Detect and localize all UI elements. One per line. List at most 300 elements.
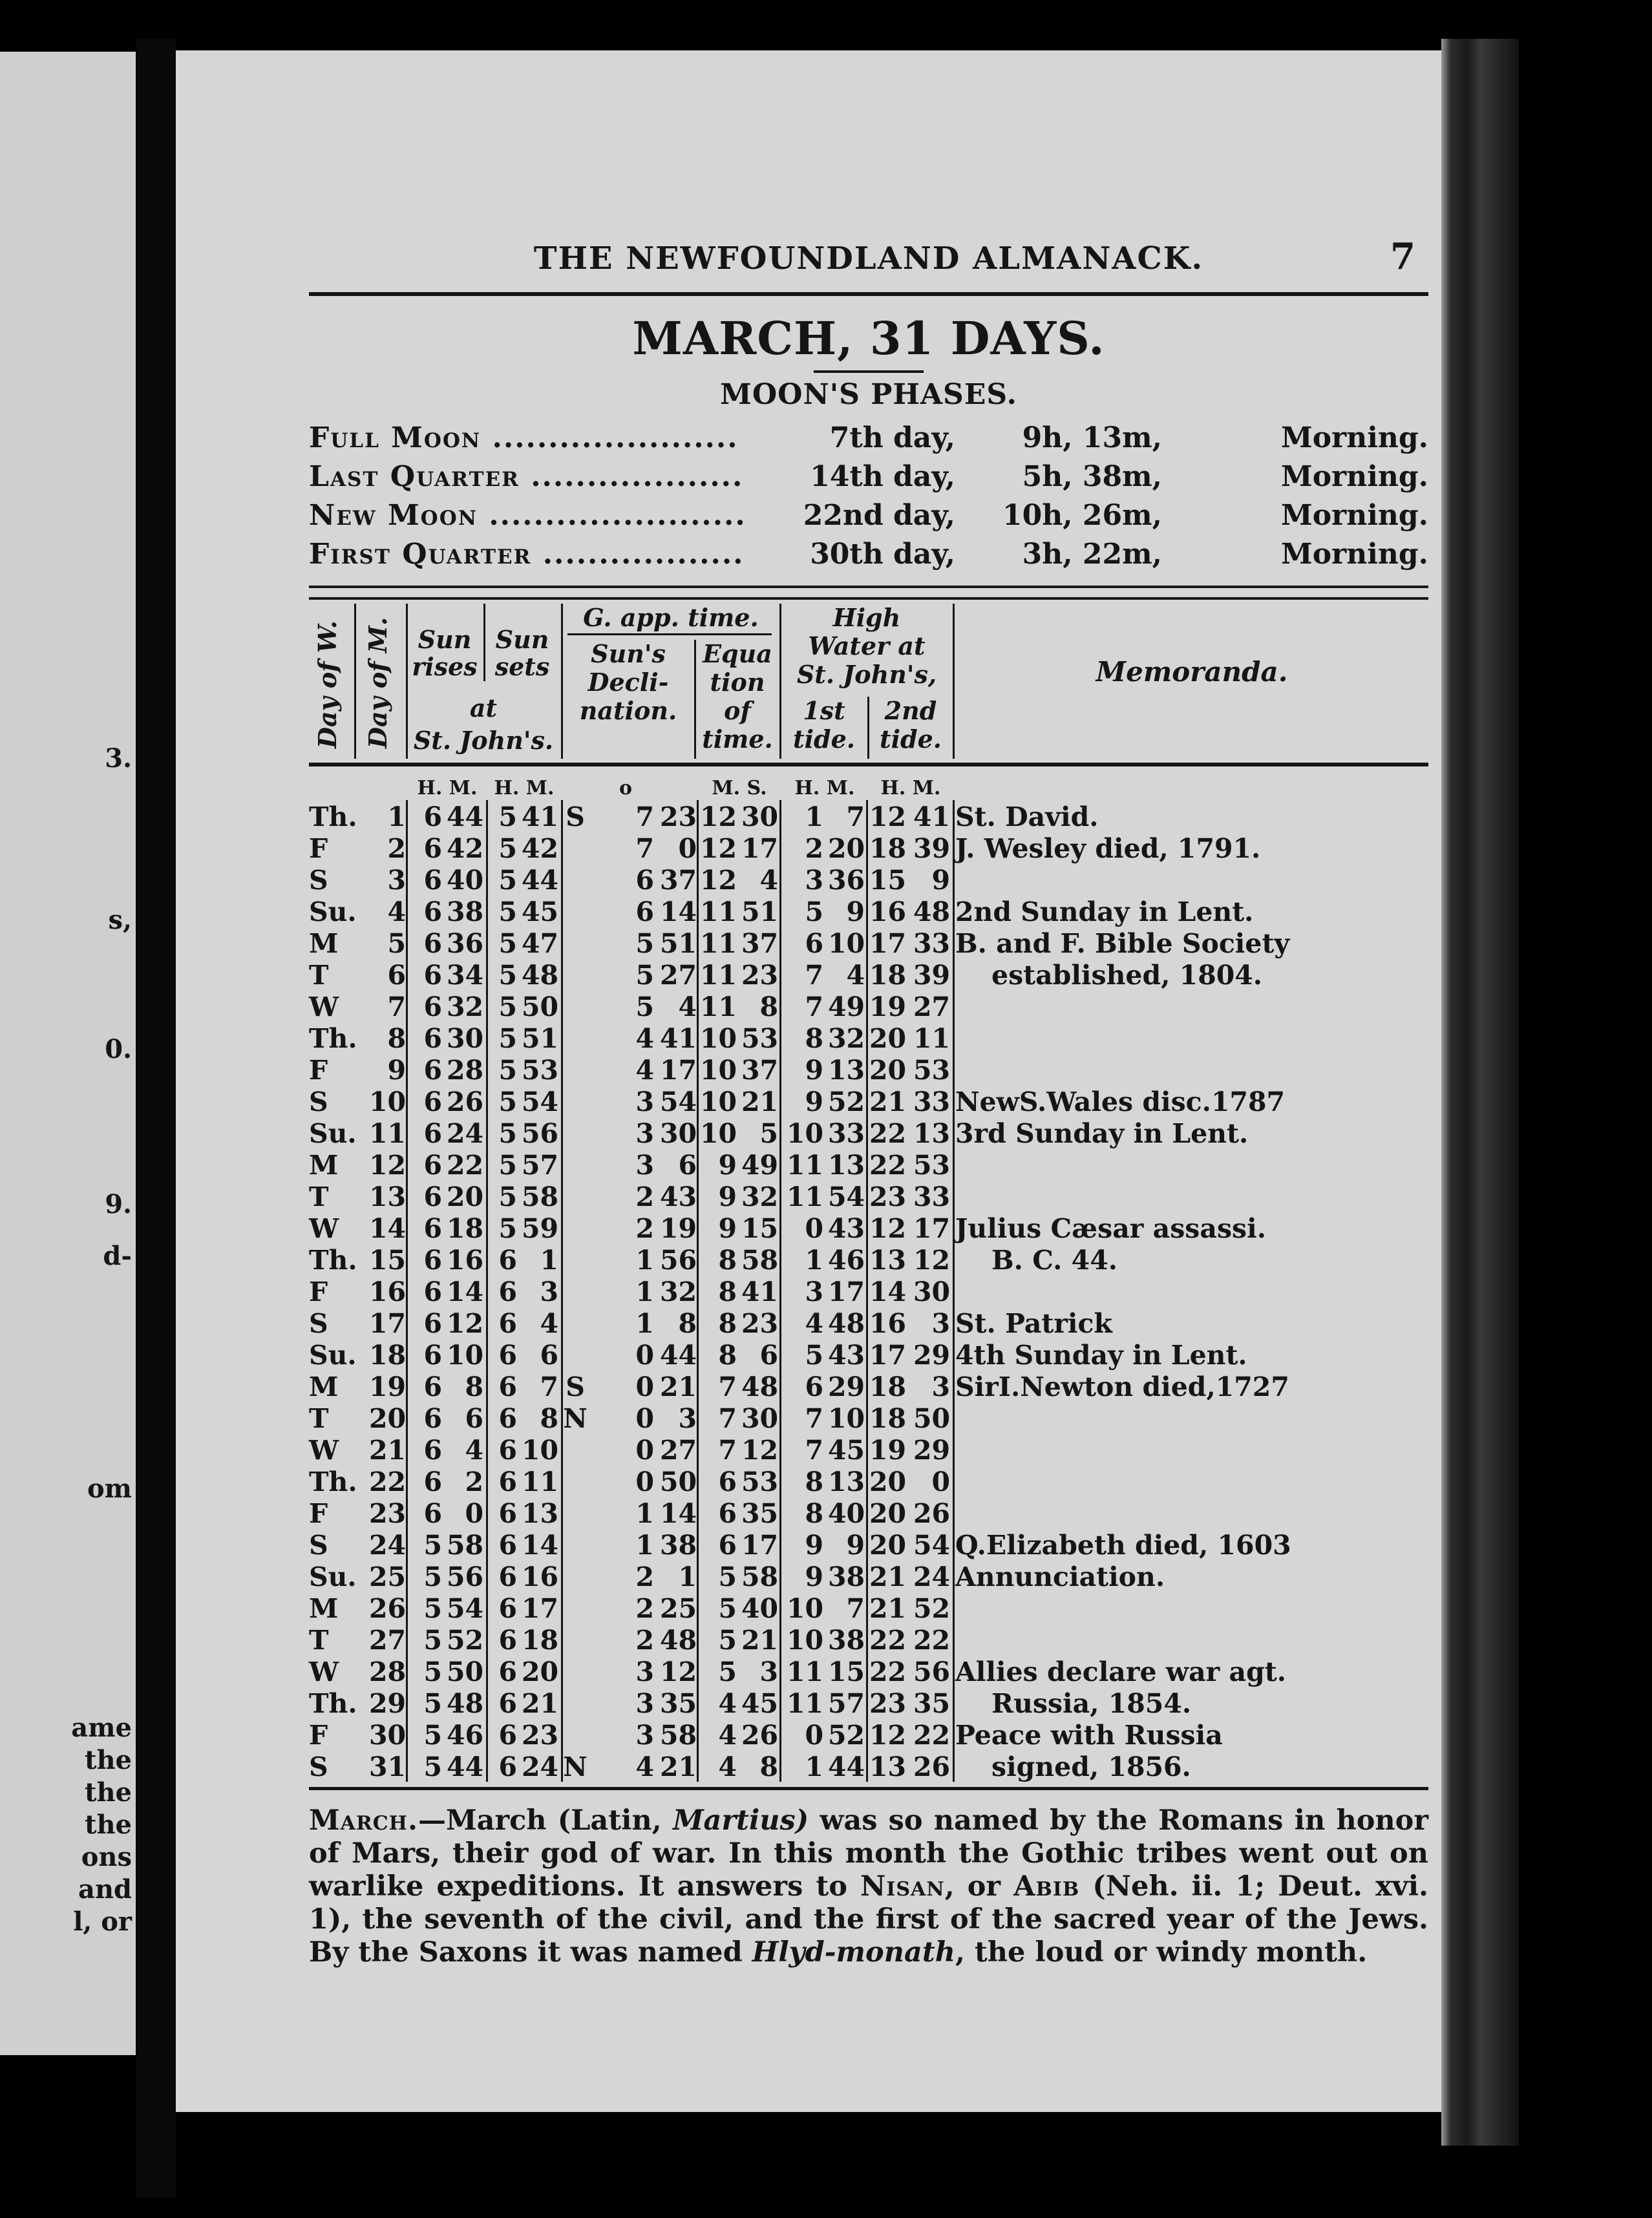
high-water-header-1: High	[832, 603, 901, 632]
declination-degrees: 2	[635, 1593, 654, 1624]
second-tide-minute: 30	[913, 1276, 950, 1307]
equation-seconds: 4	[759, 865, 778, 896]
sunset-hour: 6	[498, 1561, 517, 1592]
first-tide-minute: 10	[827, 1403, 865, 1434]
table-row	[309, 958, 1428, 990]
equation-seconds: 37	[741, 928, 778, 959]
memorandum: 3rd Sunday in Lent.	[955, 1118, 1249, 1149]
declination-minutes: 27	[659, 1435, 697, 1466]
equation-minutes: 6	[718, 1530, 737, 1561]
table-row	[309, 1022, 1428, 1053]
declination-minutes: 30	[659, 1118, 697, 1149]
second-tide-minute: 53	[913, 1055, 950, 1086]
second-tide-minute: 39	[913, 960, 950, 991]
previous-page-fragment: om	[87, 1473, 132, 1504]
day-of-week: Su.	[309, 1561, 357, 1592]
high-water-header-2: Water at	[808, 631, 926, 660]
sunrise-hour: 5	[423, 1720, 442, 1751]
running-head	[309, 231, 1428, 290]
table-bottom-rule	[309, 1787, 1428, 1790]
second-tide-hour: 17	[869, 928, 906, 959]
running-title: THE NEWFOUNDLAND ALMANACK.	[533, 240, 1204, 277]
first-tide-hour: 9	[805, 1561, 823, 1592]
day-of-week: Th.	[309, 1023, 357, 1054]
second-tide-hour: 18	[869, 960, 906, 991]
equation-minutes: 10	[699, 1023, 737, 1054]
first-tide-minute: 17	[827, 1276, 865, 1307]
sunset-hour: 5	[498, 1150, 517, 1181]
day-of-month: 22	[368, 1466, 406, 1497]
second-tide-hour: 22	[869, 1118, 906, 1149]
day-of-week: T	[309, 960, 329, 991]
sunrise-minute: 2	[465, 1466, 483, 1497]
sunrise-hour: 6	[423, 1371, 442, 1402]
sunrise-hour: 6	[423, 1181, 442, 1212]
sunset-minute: 57	[521, 1150, 558, 1181]
sunrise-hour: 6	[423, 1118, 442, 1149]
table-body	[309, 800, 1428, 1782]
declination-degrees: 0	[635, 1403, 654, 1434]
sunset-hour: 5	[498, 1086, 517, 1117]
day-of-week: M	[309, 1150, 339, 1181]
sunset-hour: 5	[498, 1023, 517, 1054]
table-row	[309, 1497, 1428, 1528]
first-tide-minute: 38	[827, 1561, 865, 1592]
equation-seconds: 12	[741, 1435, 778, 1466]
sunrise-minute: 44	[446, 1751, 483, 1782]
declination-degrees: 0	[635, 1466, 654, 1497]
sunset-minute: 21	[521, 1688, 558, 1719]
day-of-month: 31	[368, 1751, 406, 1782]
first-tide-minute: 13	[827, 1466, 865, 1497]
equation-minutes: 4	[718, 1688, 737, 1719]
day-of-month: 19	[368, 1371, 406, 1402]
day-of-week: M	[309, 928, 339, 959]
memorandum: NewS.Wales disc.1787	[955, 1086, 1286, 1117]
book-gutter	[136, 39, 176, 2197]
sunset-hour: 6	[498, 1720, 517, 1751]
second-tide-minute: 3	[931, 1371, 950, 1402]
second-tide-minute: 9	[931, 865, 950, 896]
second-tide-minute: 22	[913, 1720, 950, 1751]
table-row	[309, 1370, 1428, 1402]
equation-minutes: 10	[699, 1055, 737, 1086]
sunrise-minute: 46	[446, 1720, 483, 1751]
equation-minutes: 10	[699, 1086, 737, 1117]
first-tide-minute: 38	[827, 1625, 865, 1656]
second-tide-minute: 13	[913, 1118, 950, 1149]
sunset-hour: 5	[498, 833, 517, 864]
day-of-month: 30	[368, 1720, 406, 1751]
declination-minutes: 12	[659, 1656, 697, 1687]
first-tide-hour: 3	[805, 865, 823, 896]
sunset-minute: 4	[540, 1308, 558, 1339]
previous-page-fragment: and	[78, 1874, 132, 1905]
table-row	[309, 1085, 1428, 1117]
declination-units: o	[619, 777, 632, 799]
first-tide-hour: 7	[805, 1435, 823, 1466]
moon-phase-row	[309, 538, 1428, 576]
sunset-hour: 6	[498, 1340, 517, 1371]
day-of-week: Th.	[309, 1466, 357, 1497]
day-of-month: 23	[368, 1498, 406, 1529]
day-of-week: F	[309, 1276, 328, 1307]
table-row	[309, 1718, 1428, 1750]
first-tide-minute: 44	[827, 1751, 865, 1782]
sunset-minute: 13	[521, 1498, 558, 1529]
leader-dots: .......................	[478, 499, 747, 532]
table-row	[309, 1275, 1428, 1307]
equation-seconds: 45	[741, 1688, 778, 1719]
second-tide-minute: 33	[913, 1086, 950, 1117]
equation-seconds: 8	[759, 991, 778, 1022]
previous-page-fragment: ons	[81, 1842, 132, 1872]
note-text: , or	[944, 1870, 1014, 1903]
sunset-minute: 6	[540, 1340, 558, 1371]
second-tide-hour: 12	[869, 1213, 906, 1244]
second-tide-minute: 54	[913, 1530, 950, 1561]
rise-units: H. M.	[417, 777, 478, 799]
day-of-week: F	[309, 1055, 328, 1086]
first-tide-minute: 45	[827, 1435, 865, 1466]
day-of-month: 15	[368, 1245, 406, 1276]
sunset-minute: 41	[521, 801, 558, 832]
table-row	[309, 1560, 1428, 1592]
equation-minutes: 8	[718, 1308, 737, 1339]
equation-seconds: 58	[741, 1561, 778, 1592]
moon-phase-row	[309, 460, 1428, 499]
declination-minutes: 21	[659, 1751, 697, 1782]
memorandum: Annunciation.	[955, 1561, 1165, 1592]
second-tide-hour: 20	[869, 1498, 906, 1529]
declination-degrees: 4	[635, 1751, 654, 1782]
col-divider	[354, 604, 356, 759]
head-rule	[309, 292, 1428, 296]
moon-phase-time: 10h, 26m,	[1002, 499, 1162, 532]
moon-phase-period: Morning.	[1280, 421, 1428, 454]
sunrise-minute: 52	[446, 1625, 483, 1656]
first-tide-hour: 10	[786, 1118, 823, 1149]
second-tide-hour: 19	[869, 991, 906, 1022]
day-of-week: W	[309, 1656, 339, 1687]
equation-seconds: 23	[741, 1308, 778, 1339]
sunset-hour: 6	[498, 1625, 517, 1656]
declination-minutes: 43	[659, 1181, 697, 1212]
declination-minutes: 54	[659, 1086, 697, 1117]
first-tide-minute: 10	[827, 928, 865, 959]
sunset-minute: 53	[521, 1055, 558, 1086]
equation-minutes: 6	[718, 1498, 737, 1529]
sunset-minute: 48	[521, 960, 558, 991]
equation-minutes: 5	[718, 1656, 737, 1687]
previous-page-fragment: d-	[103, 1241, 132, 1271]
day-of-week: W	[309, 991, 339, 1022]
equation-seconds: 58	[741, 1245, 778, 1276]
equation-seconds: 21	[741, 1625, 778, 1656]
second-tide-minute: 52	[913, 1593, 950, 1624]
sunrise-hour: 6	[423, 991, 442, 1022]
first-tide-minute: 54	[827, 1181, 865, 1212]
first-tide-hour: 3	[805, 1276, 823, 1307]
declination-degrees: 3	[635, 1688, 654, 1719]
first-tide-hour: 4	[805, 1308, 823, 1339]
second-tide-hour: 22	[869, 1656, 906, 1687]
second-tide-hour: 13	[869, 1245, 906, 1276]
first-tide-hour: 8	[805, 1498, 823, 1529]
table-row	[309, 1117, 1428, 1148]
sunset-minute: 7	[540, 1371, 558, 1402]
at-header: at	[469, 693, 498, 723]
day-of-week: M	[309, 1371, 339, 1402]
declination-minutes: 37	[659, 865, 697, 896]
declination-minutes: 51	[659, 928, 697, 959]
declination-degrees: 1	[635, 1498, 654, 1529]
memorandum: SirI.Newton died,1727	[955, 1371, 1289, 1402]
memoranda-header: Memoranda.	[1096, 656, 1288, 688]
second-tide-hour: 12	[869, 801, 906, 832]
day-of-week: M	[309, 1593, 339, 1624]
sunrise-hour: 5	[423, 1656, 442, 1687]
sunrise-hour: 6	[423, 928, 442, 959]
equation-seconds: 6	[759, 1340, 778, 1371]
moon-phase-row	[309, 499, 1428, 538]
page-number: 7	[1390, 235, 1415, 278]
declination-degrees: 1	[635, 1245, 654, 1276]
previous-page-fragment: ame	[71, 1713, 132, 1743]
sunset-minute: 10	[521, 1435, 558, 1466]
second-tide-hour: 20	[869, 1055, 906, 1086]
second-tide-hour: 19	[869, 1435, 906, 1466]
sunset-hour: 6	[498, 1435, 517, 1466]
table-row	[309, 1465, 1428, 1497]
declination-degrees: 7	[635, 833, 654, 864]
declination-minutes: 17	[659, 1055, 697, 1086]
memorandum: 2nd Sunday in Lent.	[955, 896, 1254, 927]
day-of-month: 26	[368, 1593, 406, 1624]
table-row	[309, 1687, 1428, 1718]
declination-degrees: 3	[635, 1656, 654, 1687]
sun-rises-header-2: rises	[412, 652, 478, 681]
first-tide-hour: 0	[805, 1720, 823, 1751]
equation-minutes: 11	[699, 960, 737, 991]
previous-page-fragment: the	[84, 1745, 132, 1775]
second-tide-minute: 56	[913, 1656, 950, 1687]
table-row	[309, 832, 1428, 863]
second-tide-minute: 22	[913, 1625, 950, 1656]
equation-seconds: 30	[741, 1403, 778, 1434]
equation-header-4: time.	[702, 724, 773, 754]
sunrise-minute: 28	[446, 1055, 483, 1086]
first-tide-minute: 29	[827, 1371, 865, 1402]
second-tide-units: H. M.	[880, 777, 941, 799]
equation-seconds: 49	[741, 1150, 778, 1181]
first-tide-hour: 6	[805, 928, 823, 959]
moon-phase-label: New Moon	[309, 499, 478, 532]
memorandum: St. David.	[955, 801, 1099, 832]
day-of-month: 7	[387, 991, 406, 1022]
table-row	[309, 1433, 1428, 1465]
moon-phase-day: 14th day,	[810, 460, 955, 493]
previous-page-fragment: 0.	[105, 1034, 132, 1064]
moon-phase-time: 9h, 13m,	[1022, 421, 1162, 454]
day-of-week: F	[309, 833, 328, 864]
second-tide-minute: 50	[913, 1403, 950, 1434]
declination-degrees: 1	[635, 1276, 654, 1307]
equation-seconds: 40	[741, 1593, 778, 1624]
day-of-month: 14	[368, 1213, 406, 1244]
day-of-month: 28	[368, 1656, 406, 1687]
sunrise-minute: 22	[446, 1150, 483, 1181]
note-text: —March (Latin,	[418, 1804, 673, 1837]
first-tide-hour: 8	[805, 1466, 823, 1497]
second-tide-hour: 22	[869, 1150, 906, 1181]
equation-minutes: 7	[718, 1371, 737, 1402]
first-tide-hour: 11	[786, 1656, 823, 1687]
day-of-week: S	[309, 1530, 328, 1561]
first-tide-minute: 7	[846, 801, 865, 832]
note-small-caps: Nisan	[860, 1870, 945, 1903]
table-row	[309, 895, 1428, 927]
sunrise-hour: 6	[423, 865, 442, 896]
declination-degrees: 3	[635, 1086, 654, 1117]
declination-degrees: 7	[635, 801, 654, 832]
sunrise-minute: 54	[446, 1593, 483, 1624]
first-tide-hour: 9	[805, 1530, 823, 1561]
memorandum: Q.Elizabeth died, 1603	[955, 1530, 1291, 1561]
second-tide-header-2: tide.	[880, 724, 942, 754]
first-tide-minute: 57	[827, 1688, 865, 1719]
equation-units: M. S.	[712, 777, 767, 799]
day-of-week: T	[309, 1403, 329, 1434]
declination-degrees: 3	[635, 1118, 654, 1149]
declination-minutes: 4	[678, 991, 697, 1022]
day-of-month: 8	[387, 1023, 406, 1054]
memorandum: Russia, 1854.	[991, 1688, 1192, 1719]
sunset-minute: 58	[521, 1181, 558, 1212]
first-tide-minute: 13	[827, 1150, 865, 1181]
declination-degrees: 5	[635, 960, 654, 991]
second-tide-minute: 35	[913, 1688, 950, 1719]
declination-direction: S	[566, 1371, 585, 1402]
sunset-minute: 17	[521, 1593, 558, 1624]
equation-seconds: 8	[759, 1751, 778, 1782]
second-tide-minute: 26	[913, 1498, 950, 1529]
equation-minutes: 9	[718, 1150, 737, 1181]
sunset-hour: 6	[498, 1688, 517, 1719]
moon-phase-name	[309, 460, 800, 493]
declination-minutes: 19	[659, 1213, 697, 1244]
second-tide-hour: 12	[869, 1720, 906, 1751]
previous-page-edge	[0, 52, 136, 2055]
day-of-week: F	[309, 1498, 328, 1529]
moon-phase-period: Morning.	[1280, 538, 1428, 571]
equation-minutes: 12	[699, 833, 737, 864]
sunrise-hour: 6	[423, 1403, 442, 1434]
sunrise-minute: 10	[446, 1340, 483, 1371]
calendar-table	[309, 600, 1428, 1782]
sunset-minute: 42	[521, 833, 558, 864]
equation-seconds: 30	[741, 801, 778, 832]
sunrise-minute: 14	[446, 1276, 483, 1307]
sunset-minute: 44	[521, 865, 558, 896]
second-tide-minute: 33	[913, 928, 950, 959]
table-row	[309, 927, 1428, 958]
sunrise-minute: 58	[446, 1530, 483, 1561]
second-tide-minute: 11	[913, 1023, 950, 1054]
declination-direction: N	[563, 1751, 588, 1782]
second-tide-minute: 26	[913, 1751, 950, 1782]
declination-minutes: 41	[659, 1023, 697, 1054]
sunrise-hour: 6	[423, 1340, 442, 1371]
note-text: was so named by the Romans in honor of Mars, their god of war. In this month the Gothic tribes went out on warlike expeditions. It answers to	[309, 1804, 1428, 1903]
sunset-minute: 8	[540, 1403, 558, 1434]
moon-phase-label: Last Quarter	[309, 460, 520, 493]
first-tide-hour: 7	[805, 991, 823, 1022]
moon-phase-time: 5h, 38m,	[1022, 460, 1162, 493]
equation-minutes: 9	[718, 1213, 737, 1244]
first-tide-minute: 9	[846, 896, 865, 927]
declination-direction: N	[563, 1403, 588, 1434]
day-of-week: Th.	[309, 801, 357, 832]
sunrise-hour: 6	[423, 1435, 442, 1466]
first-tide-minute: 36	[827, 865, 865, 896]
sunset-hour: 6	[498, 1751, 517, 1782]
first-tide-minute: 40	[827, 1498, 865, 1529]
day-of-week: T	[309, 1625, 329, 1656]
sunrise-hour: 6	[423, 1055, 442, 1086]
sunrise-minute: 16	[446, 1245, 483, 1276]
sunset-hour: 5	[498, 896, 517, 927]
day-of-week: Th.	[309, 1245, 357, 1276]
table-row	[309, 1307, 1428, 1338]
equation-header-2: tion	[710, 668, 765, 697]
equation-minutes: 9	[718, 1181, 737, 1212]
moon-phase-label: Full Moon	[309, 421, 482, 454]
first-tide-minute: 43	[827, 1213, 865, 1244]
sunrise-hour: 5	[423, 1561, 442, 1592]
previous-page-fragment: l, or	[73, 1906, 132, 1937]
declination-degrees: 1	[635, 1308, 654, 1339]
declination-minutes: 38	[659, 1530, 697, 1561]
g-app-time-header: G. app. time.	[583, 603, 759, 632]
sunrise-minute: 40	[446, 865, 483, 896]
declination-minutes: 0	[678, 833, 697, 864]
day-of-week: Su.	[309, 1340, 357, 1371]
equation-minutes: 4	[718, 1720, 737, 1751]
sunrise-hour: 5	[423, 1751, 442, 1782]
sunrise-minute: 8	[465, 1371, 483, 1402]
second-tide-minute: 53	[913, 1150, 950, 1181]
table-row	[309, 800, 1428, 832]
units-row	[309, 766, 1428, 800]
equation-minutes: 11	[699, 896, 737, 927]
first-tide-hour: 7	[805, 1403, 823, 1434]
equation-minutes: 8	[718, 1276, 737, 1307]
first-tide-hour: 0	[805, 1213, 823, 1244]
day-of-week: F	[309, 1720, 328, 1751]
sunrise-minute: 32	[446, 991, 483, 1022]
declination-minutes: 35	[659, 1688, 697, 1719]
equation-header-1: Equa	[703, 639, 772, 668]
day-of-week: W	[309, 1213, 339, 1244]
sunset-hour: 6	[498, 1371, 517, 1402]
second-tide-minute: 27	[913, 991, 950, 1022]
declination-minutes: 56	[659, 1245, 697, 1276]
equation-seconds: 21	[741, 1086, 778, 1117]
moon-phase-day: 22nd day,	[803, 499, 955, 532]
memorandum: established, 1804.	[991, 960, 1263, 991]
sunrise-minute: 26	[446, 1086, 483, 1117]
